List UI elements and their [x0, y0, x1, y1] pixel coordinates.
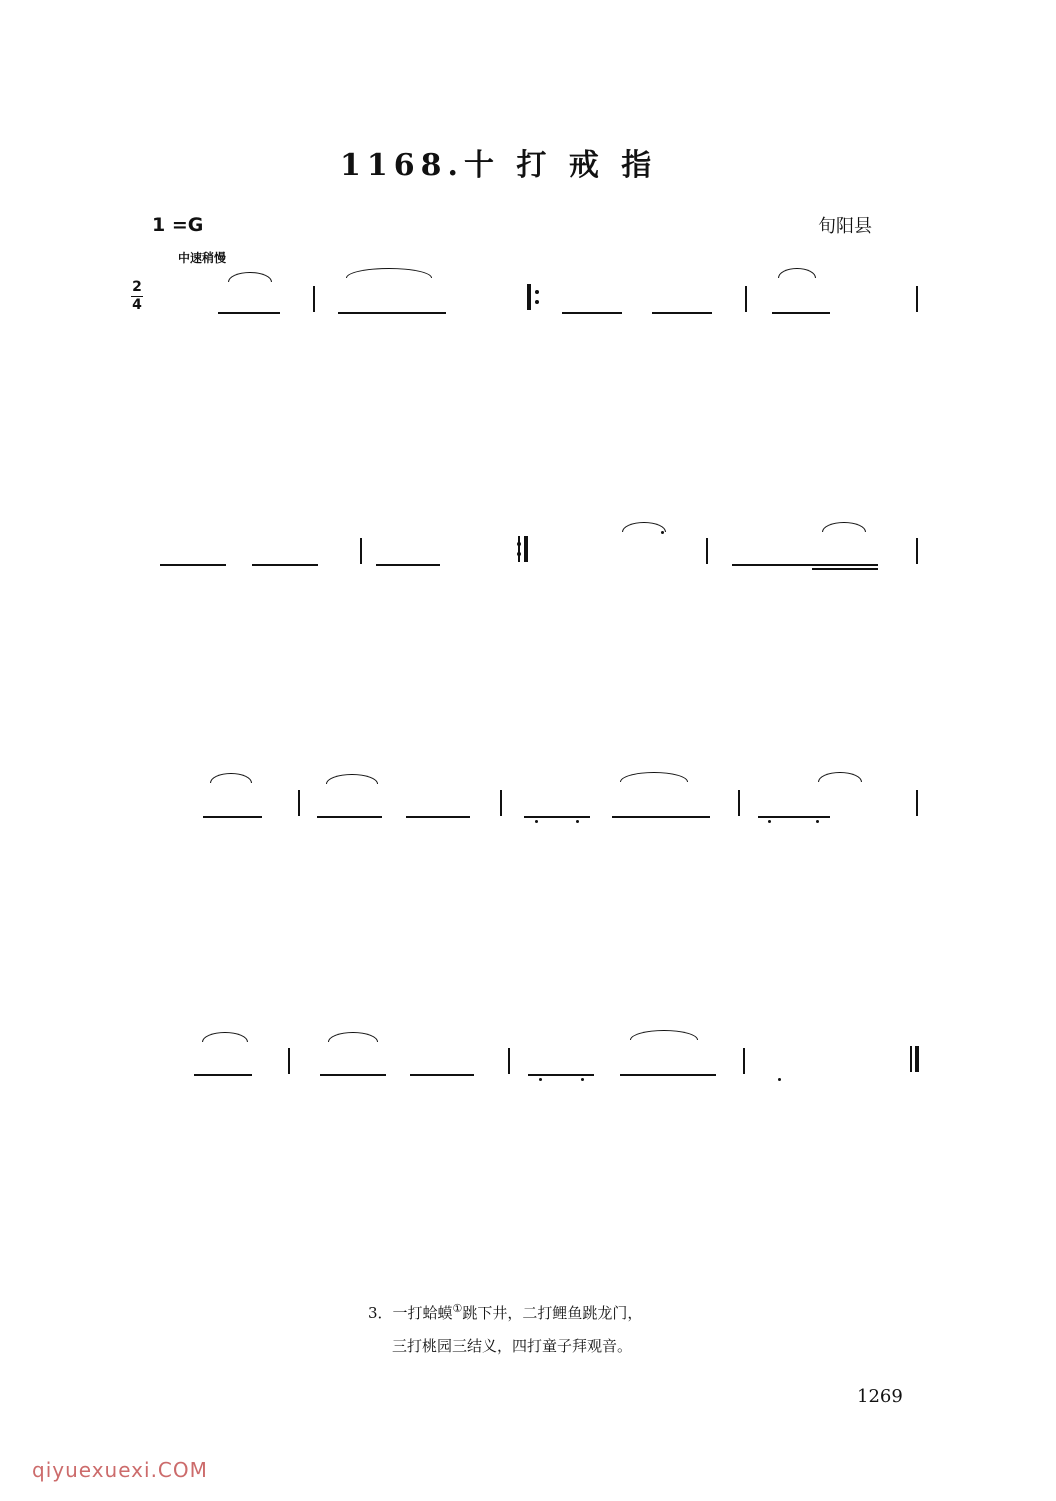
slur-arc	[630, 1030, 698, 1040]
barline	[916, 286, 918, 312]
time-signature	[131, 280, 143, 313]
region-label: 旬阳县	[818, 216, 872, 237]
beam-line	[203, 816, 262, 818]
beam-line	[652, 312, 712, 314]
beam-line	[338, 312, 446, 314]
verse-3-line-1-a: 3．一打蛤蟆	[368, 1304, 453, 1322]
slur-arc	[622, 522, 666, 532]
barline	[706, 538, 708, 564]
final-bar	[915, 1046, 919, 1072]
barline	[518, 536, 520, 562]
barline	[745, 286, 747, 312]
slur-arc	[822, 522, 866, 532]
beam-line	[524, 816, 590, 818]
octave-dot	[778, 1078, 781, 1081]
time-signature-bottom: 4	[132, 297, 142, 313]
beam-line	[160, 564, 226, 566]
beam-line	[620, 1074, 716, 1076]
barline	[288, 1048, 290, 1074]
repeat-dots	[535, 284, 539, 310]
octave-dot	[661, 531, 664, 534]
slur-arc	[818, 772, 862, 782]
slur-arc	[620, 772, 688, 782]
octave-dot	[816, 820, 819, 823]
beam-line	[218, 312, 280, 314]
octave-dot	[539, 1078, 542, 1081]
slur-arc	[326, 774, 378, 784]
barline	[738, 790, 740, 816]
verse-3-line-1	[368, 1302, 642, 1323]
octave-dot	[581, 1078, 584, 1081]
slur-arc	[210, 773, 252, 783]
slur-arc	[346, 268, 432, 278]
beam-line	[772, 312, 830, 314]
octave-dot	[768, 820, 771, 823]
beam-line	[812, 568, 878, 570]
barline	[916, 790, 918, 816]
footnote-marker: ①	[452, 1302, 463, 1315]
beam-line	[406, 816, 470, 818]
slur-arc	[202, 1032, 248, 1042]
barline	[500, 790, 502, 816]
beam-line	[320, 1074, 386, 1076]
barline	[508, 1048, 510, 1074]
repeat-bar	[524, 536, 528, 562]
beam-line	[528, 1074, 594, 1076]
beam-line	[410, 1074, 474, 1076]
beam-line	[612, 816, 710, 818]
beam-line	[194, 1074, 252, 1076]
repeat-bar	[527, 284, 531, 310]
verse-3-line-2: 三打桃园三结义，四打童子拜观音。	[392, 1337, 633, 1355]
beam-line	[758, 816, 830, 818]
beam-line	[252, 564, 318, 566]
song-title: 1168.十 打 戒 指	[340, 148, 658, 183]
tempo-marking: 中速稍慢	[178, 251, 227, 265]
barline	[313, 286, 315, 312]
barline	[360, 538, 362, 564]
octave-dot	[535, 820, 538, 823]
verse-3-line-1-b: 跳下井，二打鲤鱼跳龙门，	[462, 1304, 643, 1322]
key-signature: 1 =G	[152, 214, 204, 236]
beam-line	[376, 564, 440, 566]
page-number: 1269	[857, 1386, 903, 1407]
watermark: qiyuexuexi.COM	[32, 1458, 208, 1482]
slur-arc	[778, 268, 816, 278]
barline	[298, 790, 300, 816]
slur-arc	[328, 1032, 378, 1042]
slur-arc	[228, 272, 272, 282]
octave-dot	[576, 820, 579, 823]
barline	[743, 1048, 745, 1074]
time-signature-top: 2	[132, 279, 142, 295]
barline	[916, 538, 918, 564]
beam-line	[732, 564, 878, 566]
beam-line	[317, 816, 382, 818]
beam-line	[562, 312, 622, 314]
barline	[910, 1046, 912, 1072]
